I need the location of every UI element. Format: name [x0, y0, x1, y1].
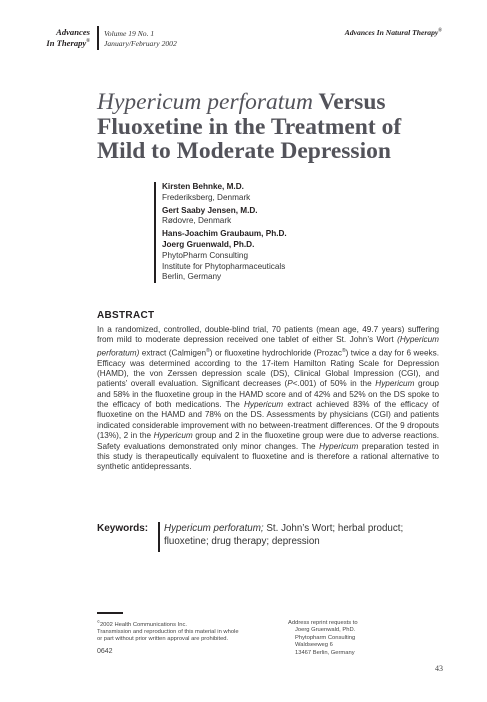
issue-date: January/February 2002 — [104, 39, 177, 48]
reprint-line: Phytopharm Consulting — [295, 634, 356, 641]
abstract-text-run: group and 2 in the fluoxetine group were due to adverse reactions. Safety evaluations demonstrated only minor changes. The — [97, 431, 439, 451]
copyright-line: ©2002 Health Communications Inc. — [97, 619, 187, 628]
reprint-line: 13467 Berlin, Germany — [295, 649, 355, 656]
keyword-italic: Hypericum perforatum; — [164, 523, 264, 534]
author-name: Hans-Joachim Graubaum, Ph.D. — [162, 229, 287, 239]
abstract-italic-run: Hypericum — [243, 400, 284, 410]
copyright-line: or part without prior written approval are prohibited. — [97, 636, 229, 643]
abstract-italic-run: Hypericum — [153, 431, 193, 441]
abstract-heading: ABSTRACT — [97, 310, 155, 321]
author-affiliation: Institute for Phytopharmaceuticals — [162, 261, 286, 271]
registered-mark: ® — [438, 28, 442, 34]
author-block — [154, 182, 287, 283]
journal-name-line1: Advances — [56, 27, 90, 37]
abstract-italic-run: P — [287, 379, 293, 389]
abstract-text-run: <.001) of 50% in the — [292, 379, 376, 389]
reprint-line: Joerg Gruenwald, PhD. — [295, 627, 356, 634]
title-line2: Fluoxetine in the Treatment of — [97, 113, 402, 140]
title-line3: Mild to Moderate Depression — [97, 138, 391, 164]
reprint-line: Address reprint requests to — [288, 620, 358, 626]
abstract-text-run: ) or fluoxetine hydrochloride (Prozac — [209, 348, 342, 358]
page-number: 43 — [435, 664, 443, 673]
article-title — [97, 90, 457, 164]
abstract-text-run: preparation tested in this study is therapeutically equivalent to fluoxetine and is therefore a rational alternative to synthetic antidepressants. — [97, 441, 439, 472]
reprint-address — [288, 620, 358, 657]
abstract-text-run: In a randomized, controlled, double-blind trial, 70 patients (mean age, 49.7 years) suffering from mild to moderate depression received one tablet of either St. John’s Wort — [97, 325, 439, 345]
copyright-line: Transmission and reproduction of this material in whole — [97, 629, 239, 636]
keywords-divider — [158, 522, 160, 552]
keywords-label: Keywords: — [97, 523, 149, 534]
author-name: Joerg Gruenwald, Ph.D. — [162, 239, 255, 249]
footnote-rule — [97, 612, 123, 614]
reprint-line: Waldseeweg 6 — [295, 642, 333, 649]
abstract-text-run: group and 58% in the fluoxetine group in the HAMD score and of 42% and 52% on the DS spoke to the efficacy of both medications. The — [97, 379, 439, 410]
author-name: Gert Saaby Jensen, M.D. — [162, 205, 258, 215]
author-affiliation: PhytoPharm Consulting — [162, 250, 249, 260]
keywords-list: Hypericum perforatum; St. John’s Wort; herbal product; fluoxetine; drug therapy; depression — [164, 523, 404, 547]
author-name: Kirsten Behnke, M.D. — [162, 182, 244, 191]
abstract-text-run: ) twice a day for 6 weeks. Efficacy was determined according to the 17-item Hamilton Rating Scale for Depression (HAMD), the von Zerssen depression scale (DS), Clinical Global Impression (CGI), and patients’ overall evaluation. Significant decreases ( — [97, 348, 439, 389]
article-id: 0642 — [97, 648, 113, 655]
abstract-text-run: extract achieved 83% of the efficacy of fluoxetine on the HAMD and 78% on the DS. Assessments by physicians (CGI) and patients indicated considerable improvement with no between-treatment differences. Of the 9 dropouts (13%), 2 in the — [97, 400, 439, 441]
running-head: Advances In Natural Therapy® — [344, 28, 442, 37]
journal-name-line2: In Therapy® — [46, 37, 90, 48]
title-italic: Hypericum perforatum — [97, 89, 314, 115]
copyright-notice — [97, 618, 277, 644]
volume-label: Volume 19 No. 1 — [104, 29, 155, 38]
abstract-italic-run: (Hypericum perforatum) — [97, 335, 439, 358]
journal-name — [30, 27, 90, 48]
abstract-text-run: extract (Calmigen — [139, 348, 207, 358]
author-affiliation: Frederiksberg, Denmark — [162, 192, 251, 202]
author-affiliation: Berlin, Germany — [162, 272, 222, 282]
abstract-italic-run: Hypericum — [375, 379, 415, 389]
copyright-mark: © — [97, 619, 100, 624]
abstract-italic-run: Hypericum — [319, 441, 359, 451]
title-line1: Hypericum perforatum Versus — [97, 89, 386, 115]
author-affiliation: Rødovre, Denmark — [162, 216, 232, 226]
registered-mark: ® — [86, 39, 90, 44]
registered-mark: ® — [206, 347, 210, 354]
header-divider — [97, 26, 99, 50]
issue-info — [104, 29, 177, 49]
abstract-body — [97, 325, 439, 473]
registered-mark: ® — [341, 347, 346, 354]
